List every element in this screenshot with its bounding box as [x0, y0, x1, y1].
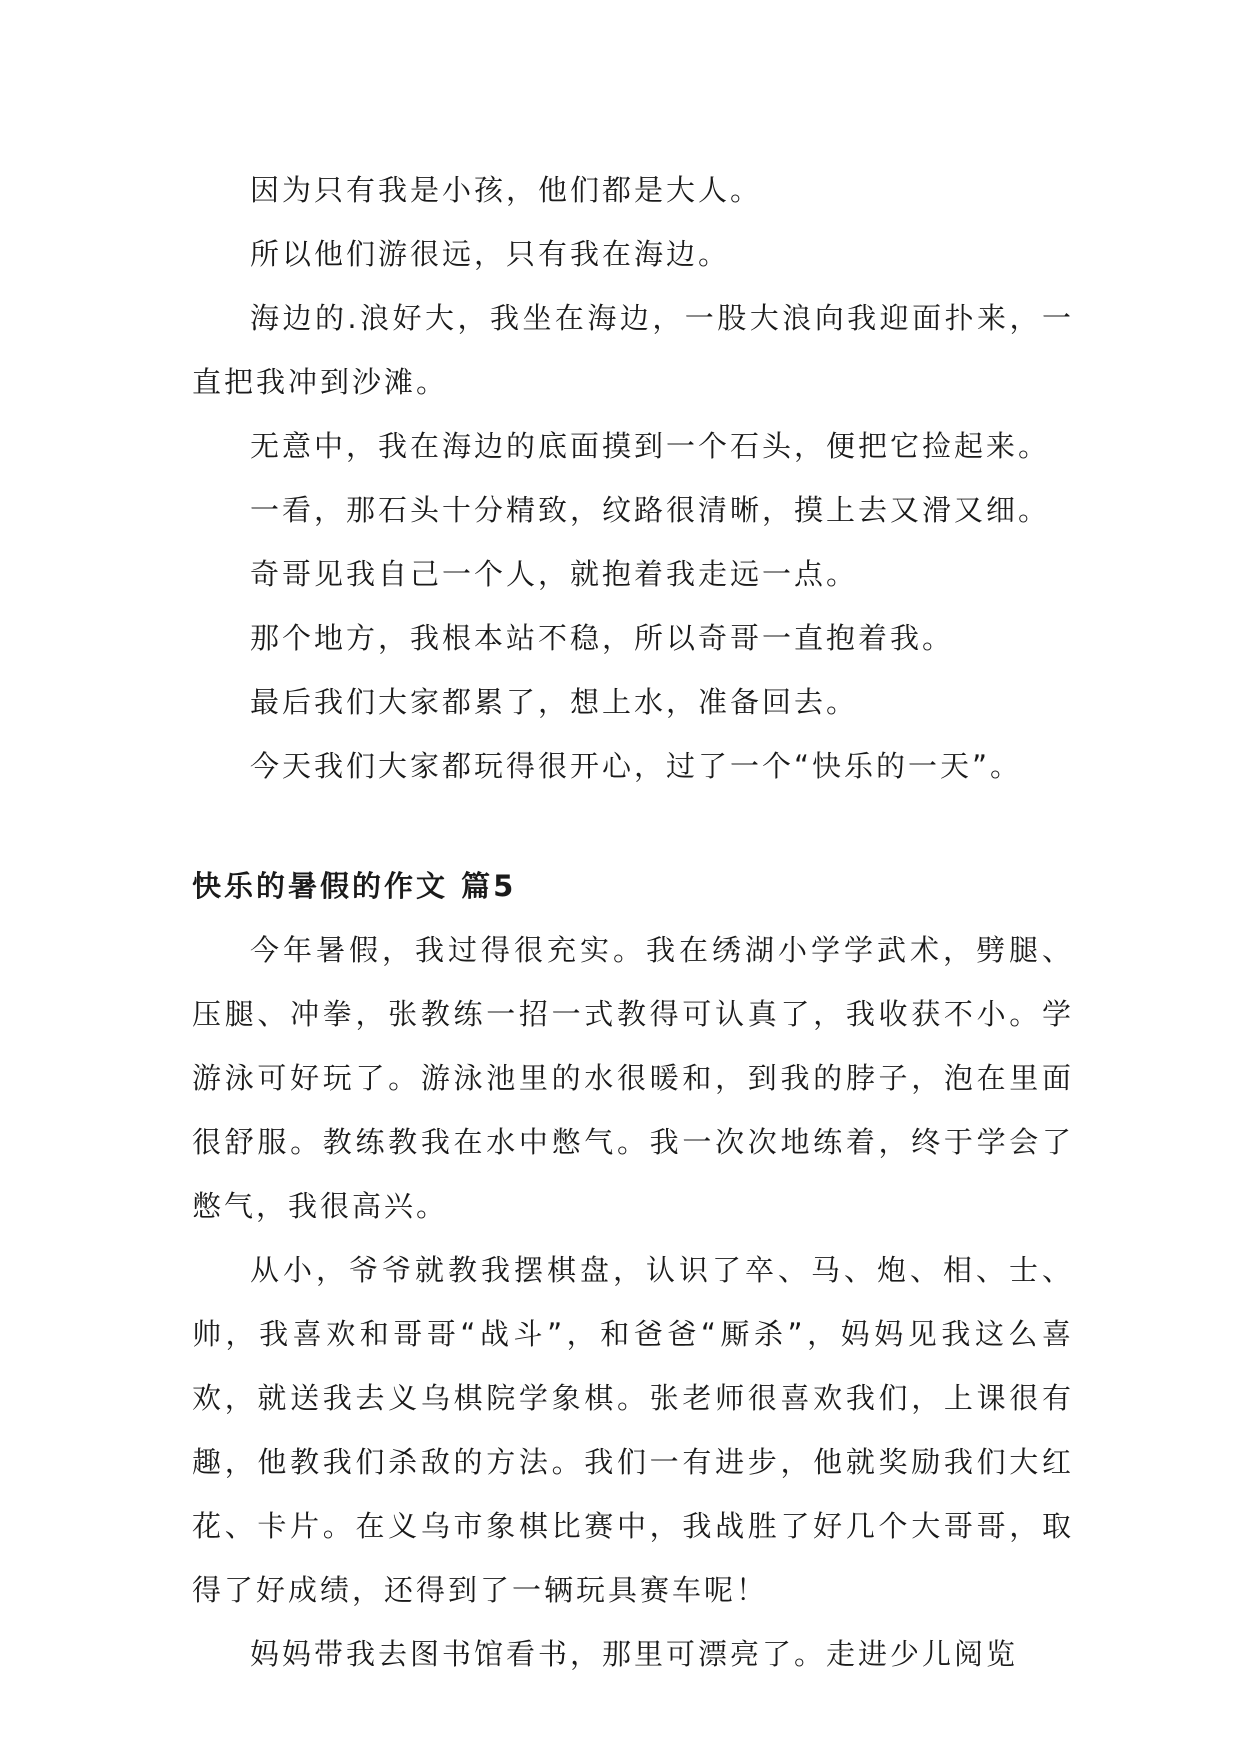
- paragraph: 一看，那石头十分精致，纹路很清晰，摸上去又滑又细。: [250, 493, 1051, 527]
- section-spacer: [192, 798, 1074, 854]
- paragraph: 最后我们大家都累了，想上水，准备回去。: [250, 685, 859, 719]
- paragraph: 那个地方，我根本站不稳，所以奇哥一直抱着我。: [250, 621, 955, 655]
- section-title: 快乐的暑假的作文 篇5: [192, 869, 517, 903]
- paragraph: 因为只有我是小孩，他们都是大人。: [250, 173, 763, 207]
- paragraph: 今天我们大家都玩得很开心，过了一个“快乐的一天”。: [250, 749, 1023, 783]
- paragraph: 海边的.浪好大，我坐在海边，一股大浪向我迎面扑来，一直把我冲到沙滩。: [192, 301, 1074, 399]
- paragraph: 无意中，我在海边的底面摸到一个石头，便把它捡起来。: [250, 429, 1051, 463]
- paragraph: 妈妈带我去图书馆看书，那里可漂亮了。走进少儿阅览: [250, 1637, 1019, 1671]
- paragraph: 今年暑假，我过得很充实。我在绣湖小学学武术，劈腿、压腿、冲拳，张教练一招一式教得可认真了，我收获不小。学游泳可好玩了。游泳池里的水很暖和，到我的脖子，泡在里面很舒服。教练教我在水中憋气。我一次次地练着，终于学会了憋气，我很高兴。: [192, 933, 1074, 1223]
- paragraph: 奇哥见我自己一个人，就抱着我走远一点。: [250, 557, 859, 591]
- document-page: [192, 158, 1074, 1686]
- paragraph: 从小，爷爷就教我摆棋盘，认识了卒、马、炮、相、士、帅，我喜欢和哥哥“战斗”，和爸爸“厮杀”，妈妈见我这么喜欢，就送我去义乌棋院学象棋。张老师很喜欢我们，上课很有趣，他教我们杀敌的方法。我们一有进步，他就奖励我们大红花、卡片。在义乌市象棋比赛中，我战胜了好几个大哥哥，取得了好成绩，还得到了一辆玩具赛车呢！: [192, 1253, 1074, 1607]
- paragraph: 所以他们游很远，只有我在海边。: [250, 237, 731, 271]
